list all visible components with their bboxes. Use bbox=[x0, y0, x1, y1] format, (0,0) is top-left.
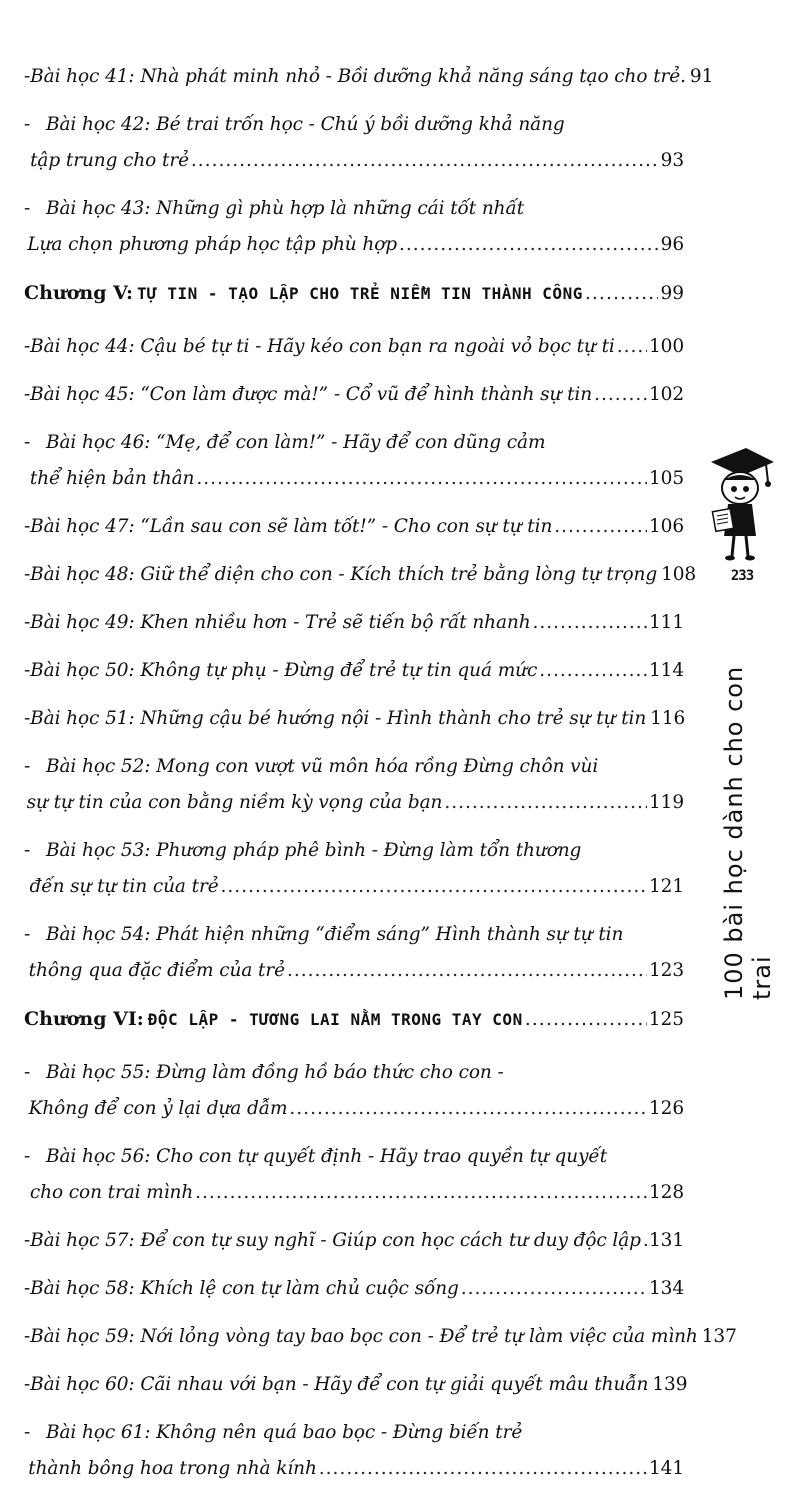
toc-entry-line bbox=[24, 1326, 737, 1362]
chapter-heading bbox=[24, 1008, 684, 1044]
dot-leader bbox=[461, 1278, 647, 1299]
page-number-ref: 141 bbox=[648, 1458, 684, 1479]
entry-text: Bài học 41: Nhà phát minh nhỏ - Bồi dưỡng khả năng sáng tạo cho trẻ. bbox=[30, 66, 686, 87]
page-number-ref: 125 bbox=[648, 1009, 684, 1030]
toc-entry-line bbox=[24, 384, 684, 420]
book-title-vertical: 100 bài học dành cho con trai bbox=[720, 665, 776, 1000]
page-number-ref: 99 bbox=[660, 283, 684, 304]
toc-entry-line bbox=[24, 1230, 684, 1266]
dot-leader bbox=[195, 1182, 647, 1203]
table-of-contents bbox=[24, 66, 737, 1506]
entry-text: Bài học 50: Không tự phụ - Đừng để trẻ tự tin quá mức bbox=[30, 660, 538, 681]
toc-entry-line bbox=[24, 1458, 684, 1494]
toc-entry bbox=[24, 336, 684, 372]
toc-entry bbox=[24, 516, 684, 552]
bullet-dash: - bbox=[24, 114, 31, 135]
page-number-ref: 93 bbox=[660, 150, 684, 171]
chapter-title: TỰ TIN - TẠO LẬP CHO TRẺ NIỀM TIN THÀNH CÔNG bbox=[136, 284, 583, 303]
entry-text: Bài học 52: Mong con vượt vũ môn hóa rồng Đừng chôn vùi bbox=[46, 756, 599, 777]
dot-leader bbox=[287, 960, 647, 981]
page-number-ref: 116 bbox=[650, 708, 686, 729]
toc-entry bbox=[24, 1374, 688, 1410]
entry-text: Bài học 48: Giữ thể diện cho con - Kích thích trẻ bằng lòng tự trọng bbox=[30, 564, 658, 585]
page-number-ref: 111 bbox=[648, 612, 684, 633]
toc-entry-line bbox=[24, 1062, 684, 1098]
toc-entry bbox=[24, 924, 684, 996]
page-number-ref: 100 bbox=[648, 336, 684, 357]
page-number-ref: 119 bbox=[648, 792, 684, 813]
entry-text: Không để con ỷ lại dựa dẫm bbox=[28, 1098, 288, 1119]
toc-entry bbox=[24, 1230, 684, 1266]
toc-entry-line bbox=[24, 432, 684, 468]
entry-text: Bài học 60: Cãi nhau với bạn - Hãy để con tự giải quyết mâu thuẫn bbox=[30, 1374, 649, 1395]
toc-entry bbox=[24, 1422, 684, 1494]
toc-entry bbox=[24, 432, 684, 504]
toc-entry bbox=[24, 756, 684, 828]
bullet-dash: - bbox=[24, 924, 31, 945]
entry-text: đến sự tự tin của trẻ bbox=[29, 876, 219, 897]
toc-entry-line bbox=[24, 1146, 684, 1182]
entry-text: Bài học 54: Phát hiện những “điểm sáng” Hình thành sự tự tin bbox=[46, 924, 624, 945]
dot-leader bbox=[585, 282, 659, 304]
chapter-title: ĐỘC LẬP - TƯƠNG LAI NẰM TRONG TAY CON bbox=[147, 1010, 523, 1029]
bullet-dash: - bbox=[24, 66, 31, 87]
bullet-dash: - bbox=[24, 384, 31, 405]
bullet-dash: - bbox=[24, 1278, 31, 1299]
page-number-ref: 102 bbox=[648, 384, 684, 405]
toc-entry bbox=[24, 840, 684, 912]
entry-text: Bài học 47: “Lần sau con sẽ làm tốt!” - Cho con sự tự tin bbox=[30, 516, 553, 537]
page-number-ref: 96 bbox=[660, 234, 684, 255]
entry-text: cho con trai mình bbox=[29, 1182, 194, 1203]
entry-text: Bài học 53: Phương pháp phê bình - Đừng làm tổn thương bbox=[46, 840, 582, 861]
toc-entry bbox=[24, 564, 697, 600]
page-number-ref: 114 bbox=[648, 660, 684, 681]
bullet-dash: - bbox=[24, 516, 31, 537]
toc-entry-line bbox=[24, 516, 684, 552]
entry-text: Bài học 46: “Mẹ, để con làm!” - Hãy để con dũng cảm bbox=[46, 432, 546, 453]
toc-entry-line bbox=[24, 336, 684, 372]
toc-entry bbox=[24, 660, 684, 696]
page-number-ref: 139 bbox=[652, 1374, 688, 1395]
toc-entry-line bbox=[24, 234, 684, 270]
page-number-ref: 134 bbox=[648, 1278, 684, 1299]
toc-entry-line bbox=[24, 1278, 684, 1314]
toc-entry-line bbox=[24, 924, 684, 960]
toc-entry bbox=[24, 1326, 737, 1362]
toc-entry-line bbox=[24, 840, 684, 876]
page-number-ref: 105 bbox=[648, 468, 684, 489]
toc-entry-line bbox=[24, 198, 684, 234]
dot-leader bbox=[539, 660, 647, 681]
page-number-ref: 128 bbox=[648, 1182, 684, 1203]
entry-text: Bài học 57: Để con tự suy nghĩ - Giúp con học cách tư duy độc lập bbox=[30, 1230, 641, 1251]
entry-text: Bài học 55: Đừng làm đồng hồ báo thức cho con - bbox=[46, 1062, 504, 1083]
page-number-ref: 126 bbox=[648, 1098, 684, 1119]
graduate-boy-icon bbox=[706, 440, 776, 570]
chapter-label: Chương V: bbox=[24, 282, 133, 304]
dot-leader bbox=[643, 1230, 647, 1251]
toc-entry bbox=[24, 1278, 684, 1314]
toc-entry-line bbox=[24, 660, 684, 696]
bullet-dash: - bbox=[24, 1422, 31, 1443]
dot-leader bbox=[191, 150, 659, 171]
dot-leader bbox=[319, 1458, 647, 1479]
bullet-dash: - bbox=[24, 432, 31, 453]
bullet-dash: - bbox=[24, 564, 31, 585]
page-number-ref: 91 bbox=[689, 66, 714, 87]
page-number: 233 bbox=[730, 568, 754, 584]
toc-entry-line bbox=[24, 960, 684, 996]
toc-entry-line bbox=[24, 1422, 684, 1458]
toc-entry bbox=[24, 114, 684, 186]
bullet-dash: - bbox=[24, 756, 31, 777]
dot-leader bbox=[554, 516, 647, 537]
dot-leader bbox=[399, 234, 659, 255]
entry-text: tập trung cho trẻ bbox=[30, 150, 189, 171]
toc-entry bbox=[24, 198, 684, 270]
bullet-dash: - bbox=[24, 1326, 31, 1347]
bullet-dash: - bbox=[24, 660, 31, 681]
bullet-dash: - bbox=[24, 198, 31, 219]
entry-text: sự tự tin của con bằng niềm kỳ vọng của bạn bbox=[26, 792, 443, 813]
bullet-dash: - bbox=[24, 1062, 31, 1083]
toc-entry-line bbox=[24, 1098, 684, 1134]
entry-text: Lựa chọn phương pháp học tập phù hợp bbox=[27, 234, 397, 255]
bullet-dash: - bbox=[24, 612, 31, 633]
page-number-ref: 123 bbox=[648, 960, 684, 981]
side-margin bbox=[700, 440, 790, 1000]
toc-entry-line bbox=[24, 150, 684, 186]
toc-entry-line bbox=[24, 1374, 688, 1410]
dot-leader bbox=[196, 468, 647, 489]
toc-entry-line bbox=[24, 792, 684, 828]
dot-leader bbox=[444, 792, 647, 813]
toc-entry bbox=[24, 66, 714, 102]
page-number-ref: 131 bbox=[648, 1230, 684, 1251]
page-number-ref: 137 bbox=[701, 1326, 737, 1347]
entry-text: Bài học 58: Khích lệ con tự làm chủ cuộc sống bbox=[30, 1278, 459, 1299]
bullet-dash: - bbox=[24, 336, 31, 357]
dot-leader bbox=[594, 384, 647, 405]
toc-entry bbox=[24, 384, 684, 420]
toc-entry bbox=[24, 1062, 684, 1134]
entry-text: Bài học 45: “Con làm được mà!” - Cổ vũ để hình thành sự tin bbox=[30, 384, 593, 405]
toc-entry-line bbox=[24, 1182, 684, 1218]
dot-leader bbox=[617, 336, 647, 357]
bullet-dash: - bbox=[24, 840, 31, 861]
toc-entry-line bbox=[24, 876, 684, 912]
dot-leader bbox=[533, 612, 647, 633]
toc-entry bbox=[24, 708, 684, 744]
toc-entry-line bbox=[24, 708, 684, 744]
page-number-ref: 108 bbox=[661, 564, 697, 585]
toc-entry-line bbox=[24, 756, 684, 792]
toc-entry-line bbox=[24, 114, 684, 150]
toc-entry-line bbox=[24, 66, 714, 102]
dot-leader bbox=[525, 1008, 647, 1030]
dot-leader bbox=[221, 876, 647, 897]
entry-text: Bài học 43: Những gì phù hợp là những cái tốt nhất bbox=[46, 198, 525, 219]
page-number-ref: 121 bbox=[648, 876, 684, 897]
bullet-dash: - bbox=[24, 1146, 31, 1167]
entry-text: Bài học 42: Bé trai trốn học - Chú ý bồi dưỡng khả năng bbox=[46, 114, 565, 135]
toc-entry bbox=[24, 1146, 684, 1218]
toc-entry bbox=[24, 612, 684, 648]
entry-text: Bài học 49: Khen nhiều hơn - Trẻ sẽ tiến bộ rất nhanh bbox=[30, 612, 531, 633]
entry-text: Bài học 51: Những cậu bé hướng nội - Hình thành cho trẻ sự tự tin bbox=[30, 708, 647, 729]
entry-text: thông qua đặc điểm của trẻ bbox=[28, 960, 285, 981]
toc-entry-line bbox=[24, 612, 684, 648]
page-number-ref: 106 bbox=[648, 516, 684, 537]
entry-text: Bài học 59: Nới lỏng vòng tay bao bọc con - Để trẻ tự làm việc của mình bbox=[30, 1326, 698, 1347]
toc-entry-line bbox=[24, 564, 697, 600]
bullet-dash: - bbox=[24, 1374, 31, 1395]
entry-text: Bài học 61: Không nên quá bao bọc - Đừng biến trẻ bbox=[46, 1422, 523, 1443]
bullet-dash: - bbox=[24, 1230, 31, 1251]
toc-entry-line bbox=[24, 468, 684, 504]
dot-leader bbox=[289, 1098, 647, 1119]
chapter-heading bbox=[24, 282, 684, 318]
chapter-label: Chương VI: bbox=[24, 1008, 144, 1030]
entry-text: Bài học 56: Cho con tự quyết định - Hãy trao quyền tự quyết bbox=[46, 1146, 608, 1167]
entry-text: thể hiện bản thân bbox=[29, 468, 195, 489]
entry-text: Bài học 44: Cậu bé tự ti - Hãy kéo con bạn ra ngoài vỏ bọc tự ti bbox=[30, 336, 615, 357]
entry-text: thành bông hoa trong nhà kính bbox=[28, 1458, 317, 1479]
bullet-dash: - bbox=[24, 708, 31, 729]
